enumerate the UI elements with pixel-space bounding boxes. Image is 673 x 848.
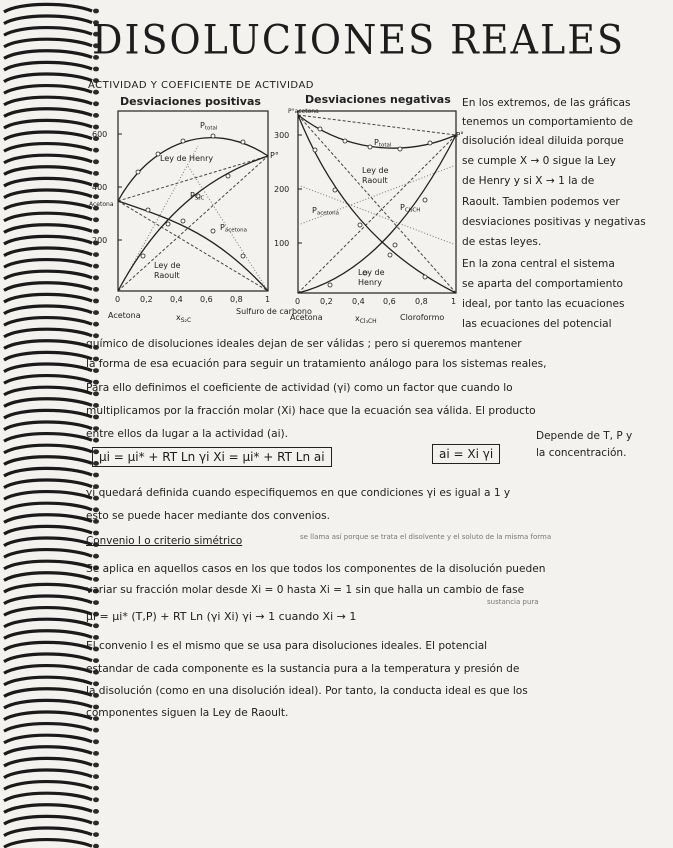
right-x-label-acetona: Acetona (290, 313, 323, 322)
spiral-ring (4, 608, 92, 616)
spiral-hole (93, 751, 99, 756)
right-chart-title: Desviaciones negativas (305, 93, 451, 106)
body-line: multiplicamos por la fracción molar (Xi) hace que la ecuación sea válida. El producto (86, 405, 536, 417)
side-note-line: tenemos un comportamiento de (462, 116, 633, 128)
spiral-ring (4, 758, 92, 766)
spiral-ring (4, 225, 92, 233)
spiral-hole (93, 67, 99, 72)
spiral-ring (4, 364, 92, 372)
body-line: variar su fracción molar desde Xi = 0 hasta Xi = 1 sin que halla un cambio de fase (86, 584, 525, 596)
spiral-ring (4, 97, 92, 105)
left-x-label-sulfuro: Sulfuro de carbono (236, 307, 312, 316)
left-y-tick-400: 400 (92, 183, 108, 192)
positive-deviation-chart (88, 106, 312, 331)
spiral-hole (93, 739, 99, 744)
spiral-ring (4, 538, 92, 546)
spiral-ring (4, 468, 92, 476)
right-x-tick-4: 0,8 (415, 297, 428, 306)
spiral-ring (4, 631, 92, 639)
body-line: γi quedará definida cuando especifiquemos en que condiciones γi es igual a 1 y (86, 487, 511, 499)
left-right-axis-p0: P° (270, 151, 279, 160)
body-line: químico de disoluciones ideales dejan de ser válidas ; pero si queremos mantener (86, 338, 522, 350)
left-raoult-label: Ley de Raoult (154, 261, 181, 280)
spiral-hole (93, 821, 99, 826)
spiral-ring (4, 747, 92, 755)
spiral-ring (4, 422, 92, 430)
spiral-ring (4, 236, 92, 244)
right-x-tick-5: 1 (451, 297, 457, 306)
spiral-ring (4, 271, 92, 279)
convenio-equation: μi = μi* (T,P) + RT Ln (γi Xi) γi → 1 cuando Xi → 1 (86, 610, 357, 623)
right-curve-total: Ptotal (374, 138, 392, 149)
side-note-line: se aparta del comportamiento (462, 278, 623, 290)
spiral-ring (4, 28, 92, 36)
spiral-hole (93, 832, 99, 837)
body-line: la forma de esa ecuación para seguir un tratamiento análogo para los sistemas reales, (86, 358, 547, 370)
side-note-line: desviaciones positivas y negativas (462, 216, 646, 228)
spiral-hole (93, 763, 99, 768)
left-y-tick-200: 200 (92, 236, 108, 245)
spiral-ring (4, 132, 92, 140)
right-x-label-cloroformo: Cloroformo (400, 313, 445, 322)
body-line: Para ello definimos el coeficiente de actividad (γi) como un factor que cuando lo (86, 382, 513, 394)
left-chart-frame (118, 111, 268, 291)
section-subtitle: ACTIVIDAD Y COEFICIENTE DE ACTIVIDAD (88, 80, 314, 91)
spiral-ring (4, 782, 92, 790)
spiral-ring (4, 828, 92, 836)
side-note-line: En los extremos, de las gráficas (462, 97, 631, 109)
spiral-ring (4, 376, 92, 384)
spiral-ring (4, 515, 92, 523)
side-note-line: En la zona central el sistema (462, 258, 615, 270)
spiral-hole (93, 577, 99, 582)
right-right-axis-p0: P° (456, 131, 464, 139)
left-x-tick-0: 0 (115, 295, 121, 304)
spiral-ring (4, 352, 92, 360)
body-line: componentes siguen la Ley de Raoult. (86, 707, 289, 719)
spiral-ring (4, 283, 92, 291)
page-title: DISOLUCIONES REALES (92, 16, 625, 64)
side-note-line: las ecuaciones del potencial (462, 318, 612, 330)
spiral-hole (93, 809, 99, 814)
spiral-ring (4, 550, 92, 558)
spiral-ring (4, 387, 92, 395)
spiral-ring (4, 190, 92, 198)
spiral-ring (4, 666, 92, 674)
spiral-ring (4, 144, 92, 152)
negative-deviation-chart (270, 105, 470, 330)
left-axis-acetona: Acetona (89, 201, 114, 208)
spiral-ring (4, 248, 92, 256)
spiral-ring (4, 712, 92, 720)
left-x-tick-2: 0,4 (170, 295, 183, 304)
spiral-ring (4, 86, 92, 94)
right-y-tick-300: 300 (274, 131, 290, 140)
left-x-tick-1: 0,2 (140, 295, 153, 304)
spiral-hole (93, 797, 99, 802)
spiral-ring (4, 642, 92, 650)
spiral-ring (4, 155, 92, 163)
left-x-tick-4: 0,8 (230, 295, 243, 304)
spiral-ring (4, 445, 92, 453)
spiral-ring (4, 596, 92, 604)
spiral-hole (93, 786, 99, 791)
spiral-hole (93, 623, 99, 628)
spiral-ring (4, 700, 92, 708)
spiral-ring (4, 480, 92, 488)
side-note-line: ideal, por tanto las ecuaciones (462, 298, 625, 310)
spiral-ring (4, 805, 92, 813)
spiral-hole (93, 844, 99, 848)
left-x-label-acetona: Acetona (108, 311, 141, 320)
spiral-hole (93, 728, 99, 733)
spiral-ring (4, 503, 92, 511)
spiral-ring (4, 410, 92, 418)
spiral-ring (4, 39, 92, 47)
spiral-ring (4, 109, 92, 117)
side-note-line: disolución ideal diluida porque (462, 135, 624, 147)
body-line: El convenio I es el mismo que se usa para disoluciones ideales. El potencial (86, 640, 488, 652)
spiral-ring (4, 840, 92, 848)
right-henry-label: Ley de Henry (358, 268, 385, 287)
spiral-ring (4, 51, 92, 59)
spiral-ring (4, 816, 92, 824)
spiral-ring (4, 735, 92, 743)
left-y-tick-600: 600 (92, 130, 108, 139)
spiral-ring (4, 654, 92, 662)
spiral-ring (4, 306, 92, 314)
spiral-ring (4, 294, 92, 302)
spiral-ring (4, 677, 92, 685)
spiral-hole (93, 473, 99, 478)
spiral-ring (4, 318, 92, 326)
spiral-ring (4, 399, 92, 407)
right-x-label-x: $x_{Cl_3CH}$ (355, 314, 377, 325)
left-curve-acetona: Pacetona (220, 223, 247, 234)
spiral-hole (93, 774, 99, 779)
side-note-line: de Henry y si X → 1 la de (462, 175, 595, 187)
body-line: esto se puede hacer mediante dos convenios. (86, 510, 330, 522)
spiral-ring (4, 492, 92, 500)
side-note-line: Raoult. Tambien podemos ver (462, 196, 620, 208)
right-y-tick-100: 100 (274, 239, 290, 248)
right-top-left-label: P°acetona (288, 108, 319, 115)
spiral-ring (4, 213, 92, 221)
right-x-tick-1: 0,2 (320, 297, 333, 306)
right-curve-acetona: Pacetona (312, 206, 339, 217)
spiral-ring (4, 619, 92, 627)
pure-substance-note: sustancia pura (487, 598, 539, 606)
spiral-ring (4, 74, 92, 82)
convenio-side-note: se llama así porque se trata el disolvente y el soluto de la misma forma (300, 533, 552, 541)
right-y-tick-200: 200 (274, 185, 290, 194)
left-henry-label: Ley de Henry (160, 154, 214, 163)
side-note-line: de estas leyes. (462, 236, 542, 248)
spiral-ring (4, 584, 92, 592)
spiral-ring (4, 16, 92, 24)
spiral-ring (4, 178, 92, 186)
right-x-tick-3: 0,6 (383, 297, 396, 306)
spiral-ring (4, 457, 92, 465)
spiral-ring (4, 167, 92, 175)
spiral-ring (4, 561, 92, 569)
spiral-ring (4, 62, 92, 70)
spiral-ring (4, 689, 92, 697)
spiral-ring (4, 434, 92, 442)
spiral-ring (4, 341, 92, 349)
right-x-tick-0: 0 (295, 297, 301, 306)
right-x-tick-2: 0,4 (352, 297, 365, 306)
left-curve-s2c: PS₂C (190, 191, 205, 202)
left-chart-title: Desviaciones positivas (120, 95, 261, 108)
body-line: estandar de cada componente es la sustancia pura a la temperatura y presión de (86, 663, 520, 675)
left-x-tick-5: 1 (265, 295, 271, 304)
spiral-ring (4, 329, 92, 337)
right-raoult-label: Ley de Raoult (362, 166, 389, 185)
right-curve-cl3ch: PCl₃CH (400, 203, 421, 214)
spiral-ring (4, 770, 92, 778)
spiral-ring (4, 260, 92, 268)
spiral-ring (4, 4, 92, 12)
activity-equation: ai = Xi γi (432, 444, 500, 464)
activity-note-a: Depende de T, P y (536, 430, 633, 442)
body-line: Se aplica en aquellos casos en los que todos los componentes de la disolución pueden (86, 563, 546, 575)
left-x-tick-3: 0,6 (200, 295, 213, 304)
left-curve-total: Ptotal (200, 121, 218, 132)
spiral-ring (4, 724, 92, 732)
left-x-label-x: $x_{S_2C}$ (176, 313, 192, 324)
body-line: entre ellos da lugar a la actividad (ai). (86, 428, 289, 440)
spiral-ring (4, 793, 92, 801)
chemical-potential-equation: μi = μi* + RT Ln γi Xi = μi* + RT Ln ai (92, 447, 332, 467)
spiral-hole (93, 9, 99, 14)
spiral-hole (93, 600, 99, 605)
convenio-heading: Convenio I o criterio simétrico (86, 535, 243, 547)
spiral-ring (4, 120, 92, 128)
spiral-ring (4, 202, 92, 210)
body-line: la disolución (como en una disolución ideal). Por tanto, la conducta ideal es que los (86, 685, 528, 697)
side-note-line: se cumple X → 0 sigue la Ley (462, 155, 616, 167)
spiral-ring (4, 573, 92, 581)
spiral-hole (93, 554, 99, 559)
spiral-ring (4, 526, 92, 534)
activity-note-b: la concentración. (536, 447, 627, 459)
